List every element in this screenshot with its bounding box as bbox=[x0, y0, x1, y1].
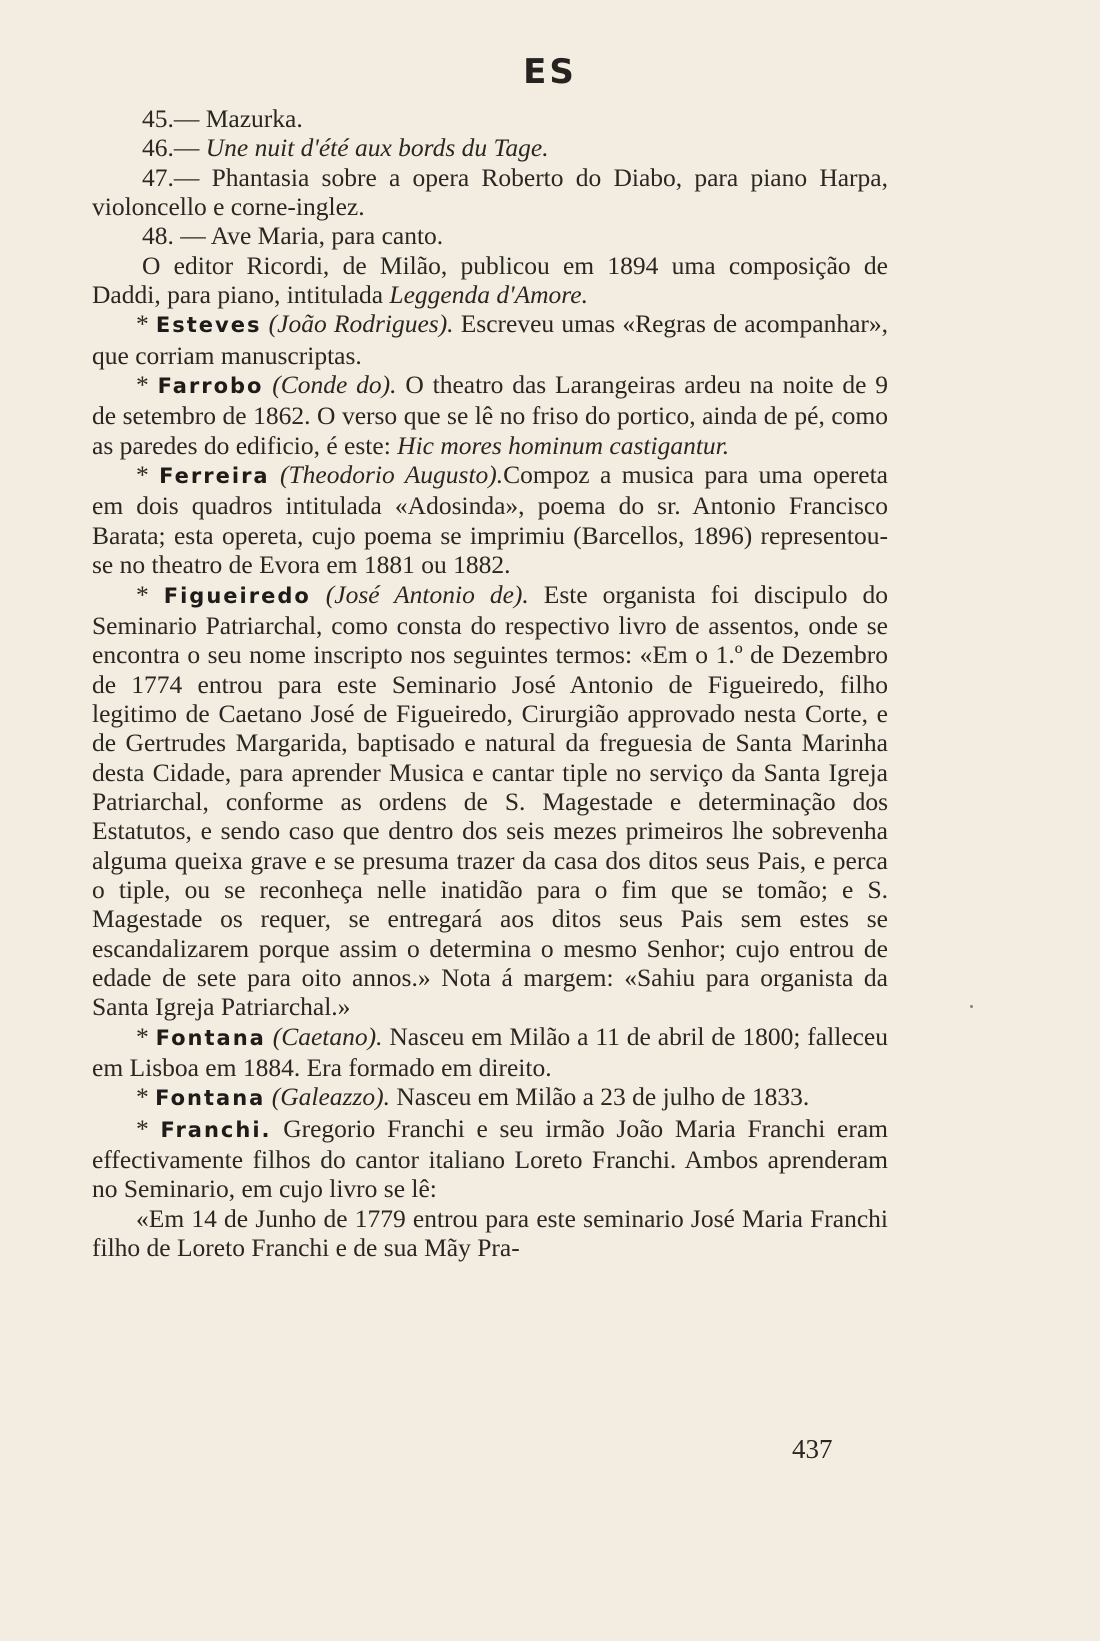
entry-text: O theatro das Larangeiras ardeu na noite de 9 de setembro de 1862. O verso que se lê no friso do portico, ainda de pé, como as paredes do edificio, é este: bbox=[92, 370, 889, 460]
entry-headword: Fontana bbox=[155, 1086, 266, 1111]
work-title: Une nuit d'été aux bords du Tage. bbox=[205, 133, 549, 163]
entry-ferreira bbox=[92, 460, 888, 579]
running-header: ES bbox=[523, 52, 577, 92]
entry-given-name: (Galeazzo). bbox=[265, 1082, 390, 1112]
list-item-48: 48. — Ave Maria, para canto. bbox=[142, 221, 444, 251]
entry-marker: * bbox=[136, 579, 164, 609]
entry-figueiredo bbox=[92, 580, 888, 1022]
entry-headword: Ferreira bbox=[159, 464, 270, 489]
list-item-45: 45.— Mazurka. bbox=[142, 104, 303, 133]
entry-text: Compoz a musica para uma opereta em dois quadros intitulada «Adosinda», poema do sr. Antonio Francisco Barata; esta opereta, cujo poema se imprimiu (Barcellos, 1896) representou-se no theatro de Evora em 1881 ou 1882. bbox=[92, 460, 889, 580]
entry-marker: * bbox=[136, 309, 156, 339]
entry-marker: * bbox=[136, 1021, 156, 1051]
entry-given-name: (Conde do). bbox=[263, 370, 397, 400]
entry-headword: Fontana bbox=[155, 1025, 266, 1050]
entry-marker: * bbox=[136, 1082, 156, 1112]
entry-fontana-galeazzo bbox=[92, 1082, 888, 1113]
ricordi-paragraph bbox=[92, 251, 888, 310]
entry-headword: Farrobo bbox=[157, 374, 264, 399]
work-title: Leggenda d'Amore. bbox=[389, 280, 588, 310]
entry-franchi bbox=[92, 1114, 888, 1204]
entry-text: Escreveu umas «Regras de acompanhar», que corriam manuscriptas. bbox=[92, 309, 888, 370]
paper-speck bbox=[970, 1005, 973, 1008]
entry-text: Este organista foi discipulo do Seminario Patriarchal, como consta do respectivo livro de assentos, onde se encontra o seu nome inscripto nos seguintes termos: «Em o 1.º de Dezembro de 1774 entrou para este Seminario José Antonio de Figueiredo, filho legitimo de Caetano José de Figueiredo, Cirurgião approvado nesta Corte, e de Gertrudes Margarida, baptisado e natural da freguesia de Santa Marinha desta Cidade, para aprender Musica e cantar tiple no serviço da Santa Igreja Patriarchal, conforme as ordens de S. Magestade e determinação dos Estatutos, e sendo caso que dentro dos seis mezes primeiros lhe sobrevenha alguma queixa grave e se presuma trazer da casa dos ditos seus Pais, e perca o tiple, ou se reconheça nelle inatidão para o fim que se tomão; e S. Magestade os requer, se entregará aos ditos seus Pais sem estes se escandalizarem porque assim o determina o mesmo Senhor; cujo entrou de edade de sete para oito annos.» Nota á margem: «Sahiu para organista da Santa Igreja Patriarchal.» bbox=[92, 579, 888, 1022]
entry-headword: Franchi. bbox=[160, 1117, 272, 1142]
entry-marker: * bbox=[136, 1113, 161, 1143]
entry-text: Nasceu em Milão a 11 de abril de 1800; falleceu em Lisboa em 1884. Era formado em direito. bbox=[92, 1021, 888, 1082]
entry-headword: Figueiredo bbox=[163, 583, 311, 608]
entry-given-name: (José Antonio de). bbox=[310, 579, 529, 609]
quote-paragraph: «Em 14 de Junho de 1779 entrou para este seminario José Maria Franchi filho de Loreto Franchi e de sua Mãy Pra- bbox=[92, 1203, 888, 1263]
entry-headword: Esteves bbox=[155, 313, 262, 338]
list-item-47: 47.— Phantasia sobre a opera Roberto do Diabo, para piano Harpa, violoncello e corne-inglez. bbox=[92, 162, 888, 222]
entry-given-name: (Theodorio Augusto). bbox=[269, 460, 504, 490]
entry-given-name: (Caetano). bbox=[265, 1021, 383, 1051]
page-number: 437 bbox=[792, 1434, 833, 1464]
entry-esteves bbox=[92, 309, 888, 370]
entry-fontana-caetano bbox=[92, 1022, 888, 1083]
entry-text: Gregorio Franchi e seu irmão João Maria Franchi eram effectivamente filhos do cantor italiano Loreto Franchi. Ambos aprenderam no Seminario, em cujo livro se lê: bbox=[92, 1113, 888, 1204]
entry-given-name: (João Rodrigues). bbox=[261, 309, 454, 339]
entry-text: Nasceu em Milão a 23 de julho de 1833. bbox=[389, 1082, 810, 1112]
item-number: 46.— bbox=[142, 133, 206, 163]
entry-marker: * bbox=[136, 460, 160, 490]
entry-marker: * bbox=[136, 370, 158, 400]
paragraph-text: O editor Ricordi, de Milão, publicou em 1894 uma composição de Daddi, para piano, intitulada bbox=[92, 250, 888, 310]
motto: Hic mores hominum castigantur. bbox=[397, 430, 730, 460]
entry-farrobo bbox=[92, 370, 888, 460]
body-text bbox=[92, 104, 888, 1262]
list-item-46 bbox=[92, 133, 888, 162]
